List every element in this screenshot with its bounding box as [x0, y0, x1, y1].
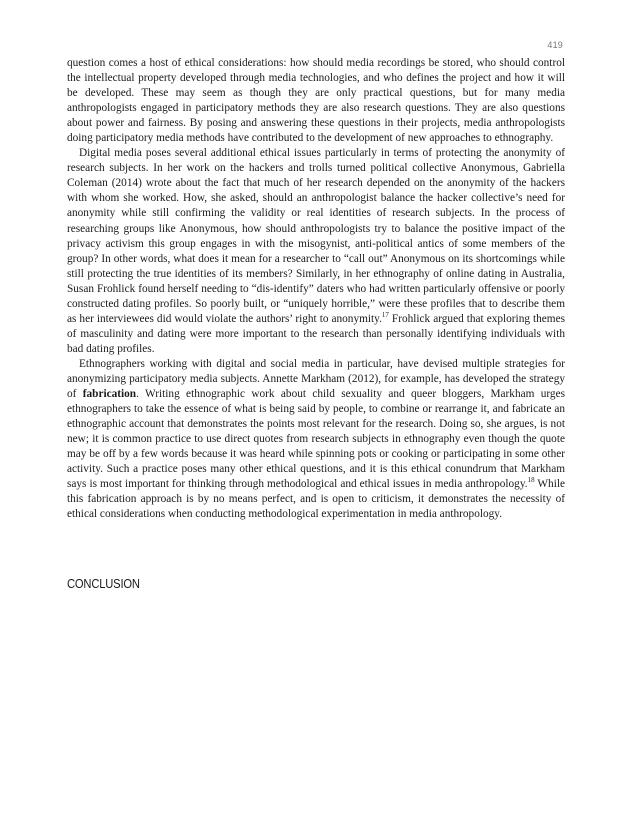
paragraph-3-text-a: Ethnographers working with digital and social media in particular, have devised multiple strategies for anonymizing participatory media subjects. Annette Markham (2012), for example, has developed the strategy of — [67, 357, 565, 401]
paragraph-1: question comes a host of ethical considerations: how should media recordings be stored, who should control the intellectual property developed through media technologies, and who defines the project and how it will be developed. These may seem as though they are only practical questions, but for many media anthropologists engaged in participatory methods they are also research questions. They are also questions about power and fairness. By posing and answering these questions in their projects, media anthropologists doing participatory media methods have contributed to the development of new approaches to ethnography. — [67, 57, 565, 145]
paragraph-2 — [67, 146, 565, 357]
key-term-fabrication: fabrication — [82, 388, 137, 401]
footnote-ref-18[interactable]: 18 — [527, 476, 535, 485]
paragraph-2-text-b: Frohlick argued that exploring themes of masculinity and dating were more important to the research than personally identifying individuals with bad dating profiles. — [67, 312, 565, 355]
paragraph-3-text-c: While this fabrication approach is by no means perfect, and is open to criticism, it demonstrates the necessity of ethical considerations when conducting methodological experimentation in media anthropology. — [67, 478, 565, 521]
footnote-ref-17[interactable]: 17 — [381, 311, 389, 320]
paragraph-2-text-a: Digital media poses several additional ethical issues particularly in terms of protecting the anonymity of research subjects. In her work on the hackers and trolls turned political collective Anonymous, Gabriella Coleman (2014) wrote about the fact that much of her research depended on the anonymity of the hackers with whom she worked. How, she asked, should an anthropologist balance the hacker collective’s need for anonymity while still confirming the validity or real identities of research subjects. In the process of researching groups like Anonymous, how should anthropologists try to balance the positive impact of the privacy activism this group engages in with the misogynist, anti-political antics of some members of the group? In other words, what does it mean for a researcher to “call out” Anonymous on its shortcomings while still protecting the true identities of its members? Similarly, in her ethnography of online dating in Australia, Susan Frohlick found herself needing to “dis-identify” daters who had written particularly offensive or poorly constructed dating profiles. So poorly built, or “uniquely horrible,” were these profiles that to describe them as her interviewees did would violate the authors’ right to anonymity. — [67, 147, 565, 325]
section-heading-conclusion: CONCLUSION — [67, 576, 140, 591]
page-number: 419 — [547, 40, 563, 50]
body-text — [67, 56, 565, 522]
paragraph-3 — [67, 357, 565, 523]
paragraph-3-text-b: . Writing ethnographic work about child sexuality and queer bloggers, Markham urges ethnographers to take the essence of what is being said by people, to combine or rearrange it, and fabricate an ethnographic account that demonstrates the points most relevant for the research. Doing so, she argues, is not new; it is common practice to use direct quotes from research subjects in ethnography even though the quote may be off by a few words because it was heard while spinning pots or cooking or participating in some other activity. Such a practice poses many other ethical questions, and it is this ethical conundrum that Markham says is most important for thinking through methodological and ethical issues in media anthropology. — [67, 388, 565, 491]
